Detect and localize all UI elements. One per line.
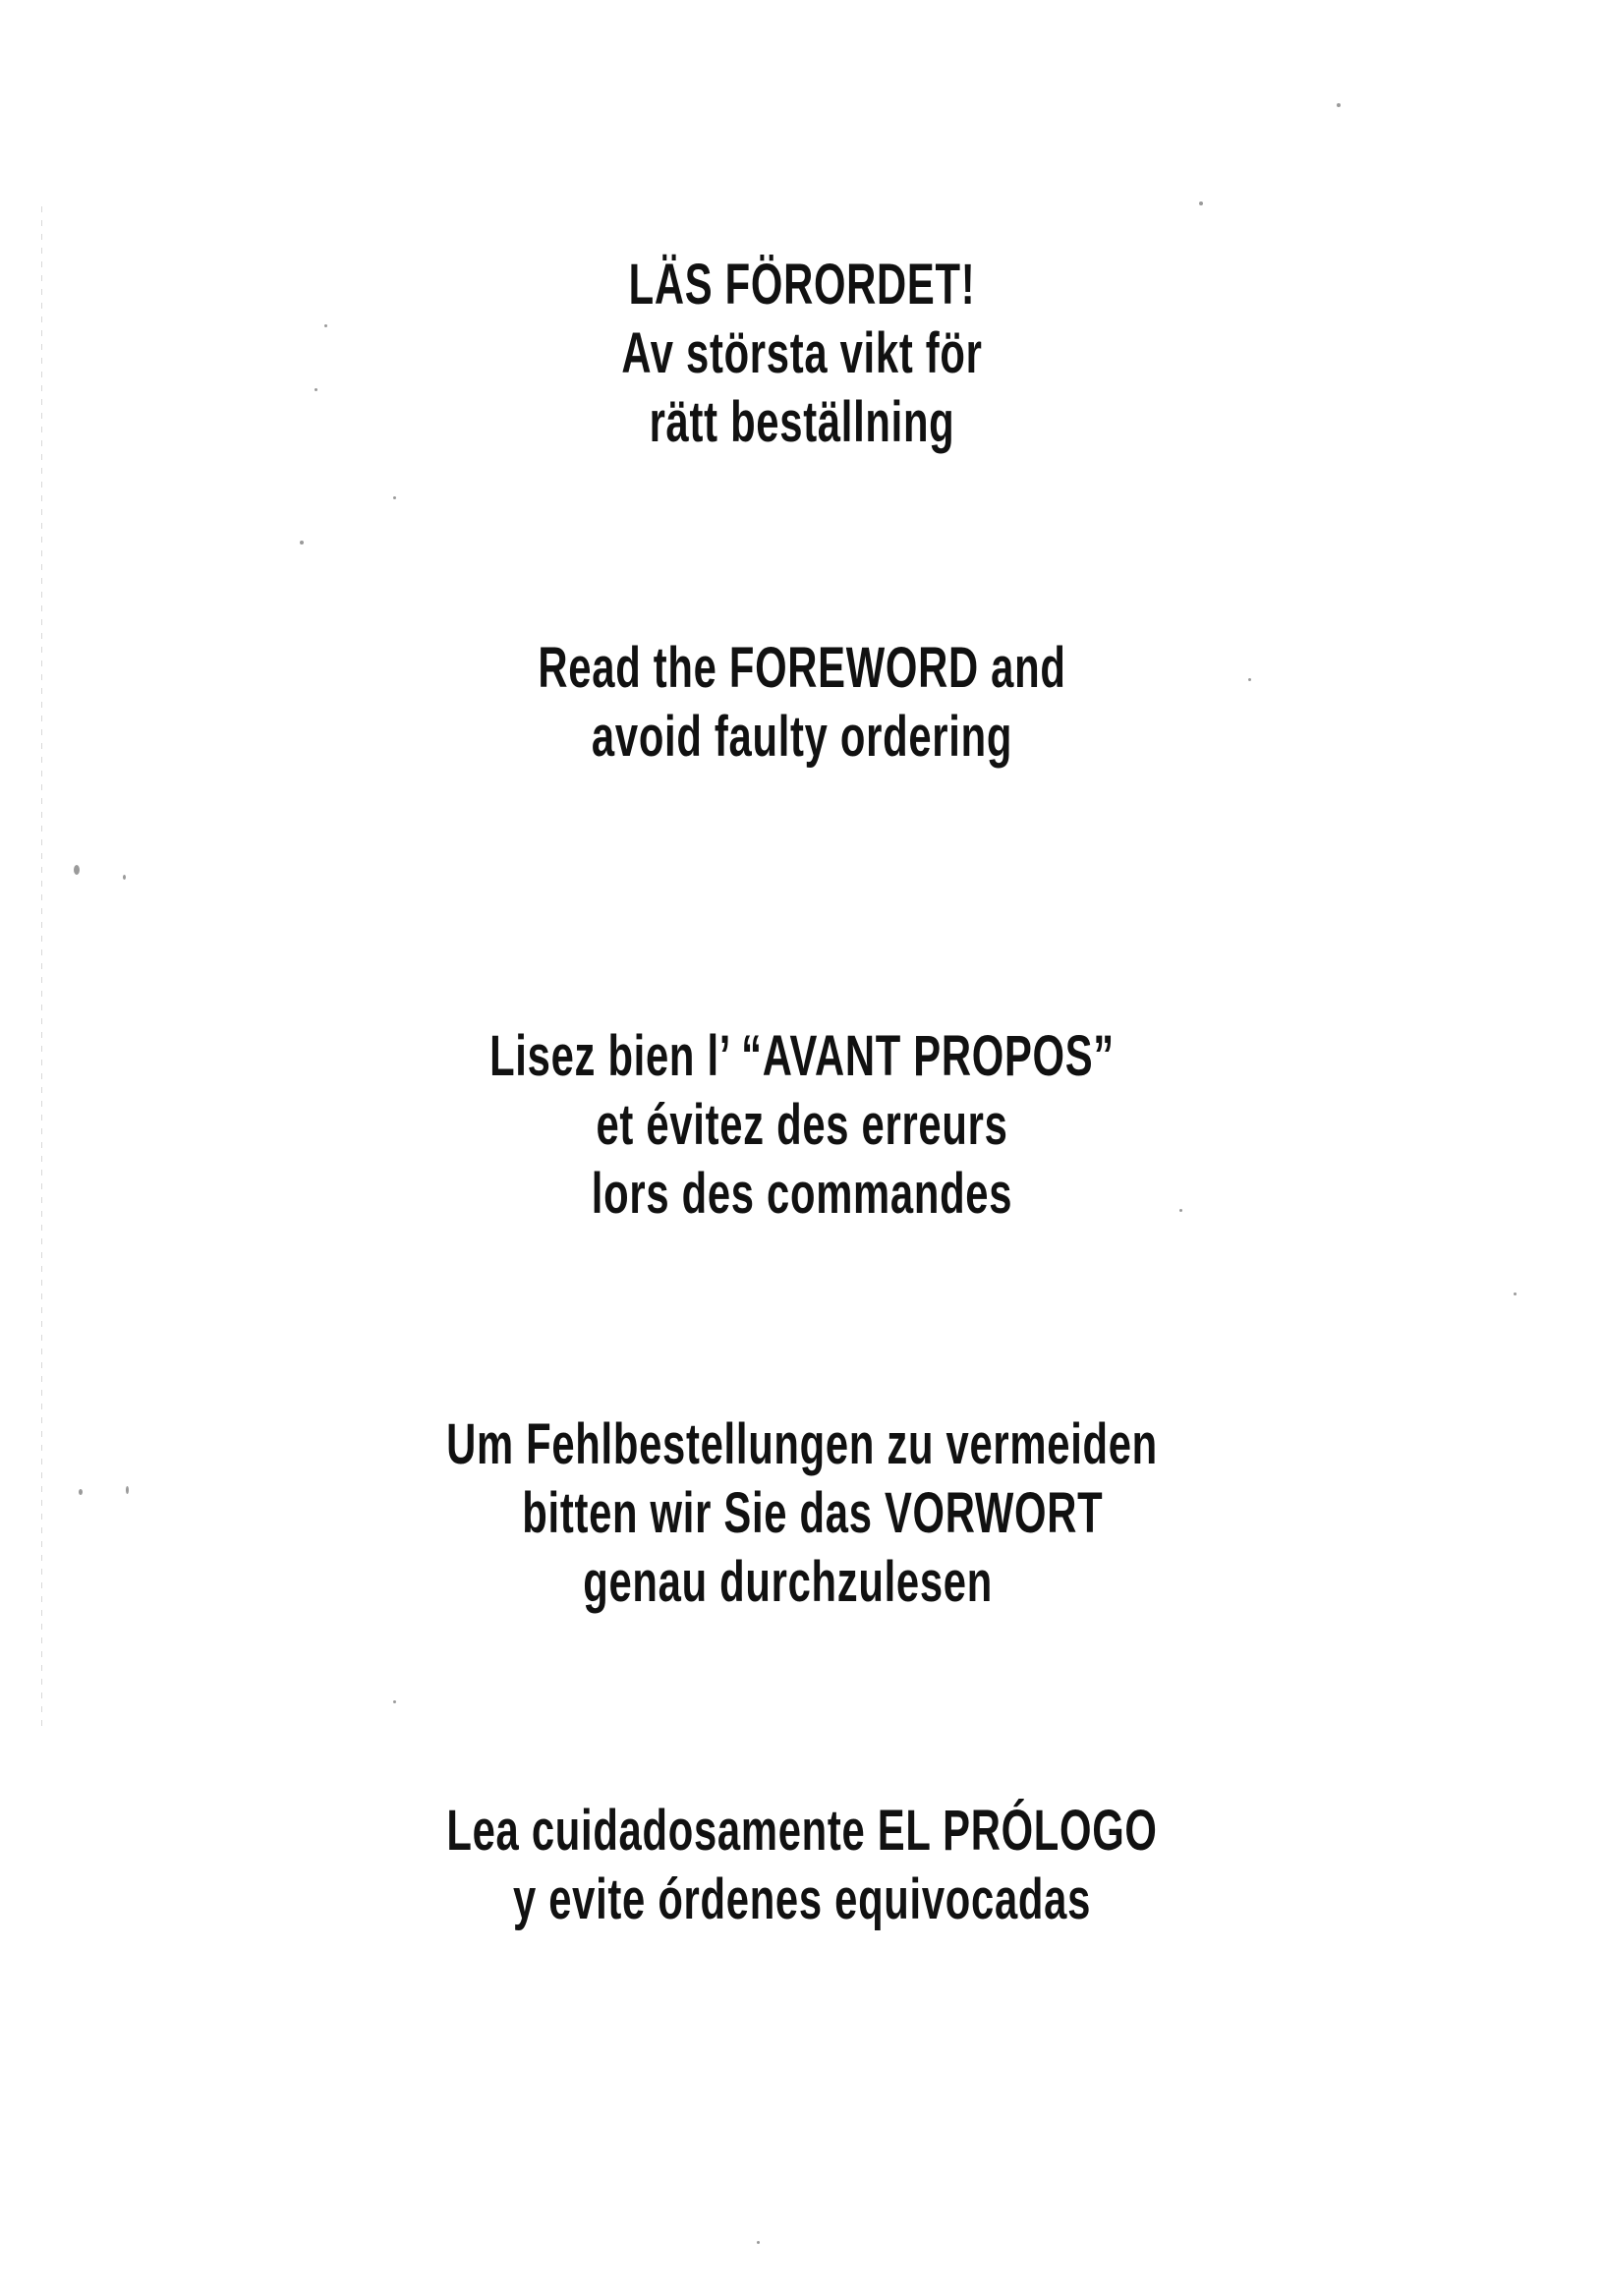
scan-speck (1179, 1209, 1182, 1212)
scan-speck (79, 1489, 83, 1495)
notice-spanish-line-2: y evite órdenes equivocadas (512, 1867, 1092, 1931)
notice-spanish (0, 1797, 1604, 1934)
notice-german-line-3: genau durchzulesen (583, 1550, 993, 1614)
notice-english-line-1: Read the FOREWORD and (538, 636, 1066, 700)
notice-swedish-line-3: rätt beställning (649, 390, 955, 454)
notice-german-line-2: bitten wir Sie das VORWORT (522, 1481, 1104, 1545)
scan-speck (393, 496, 396, 499)
notice-french (0, 1022, 1604, 1229)
notice-french-line-1: Lisez bien l’ “AVANT PROPOS” (489, 1024, 1115, 1088)
notice-french-line-3: lors des commandes (591, 1162, 1013, 1226)
notice-english (0, 634, 1604, 772)
scan-speck (1248, 678, 1251, 681)
scan-speck (1199, 201, 1203, 205)
notice-french-line-2: et évitez des erreurs (596, 1093, 1008, 1157)
notice-german-line-1: Um Fehlbestellungen zu vermeiden (446, 1412, 1158, 1476)
notice-swedish (0, 251, 1604, 457)
scan-speck (315, 388, 317, 391)
notice-swedish-line-1: LÄS FÖRORDET! (628, 253, 976, 316)
notice-swedish-line-2: Av största vikt för (621, 321, 983, 385)
scan-speck (123, 875, 126, 880)
scan-speck (300, 541, 304, 545)
notice-german (0, 1410, 1604, 1617)
notice-english-line-2: avoid faulty ordering (591, 705, 1013, 769)
scan-speck (757, 2241, 760, 2244)
scan-speck (1337, 103, 1341, 107)
scan-speck (126, 1486, 129, 1494)
scan-speck (1514, 1292, 1517, 1295)
scan-speck (74, 865, 80, 875)
scan-speck (393, 1700, 396, 1703)
notice-spanish-line-1: Lea cuidadosamente EL PRÓLOGO (446, 1799, 1158, 1863)
scan-speck (324, 324, 327, 327)
